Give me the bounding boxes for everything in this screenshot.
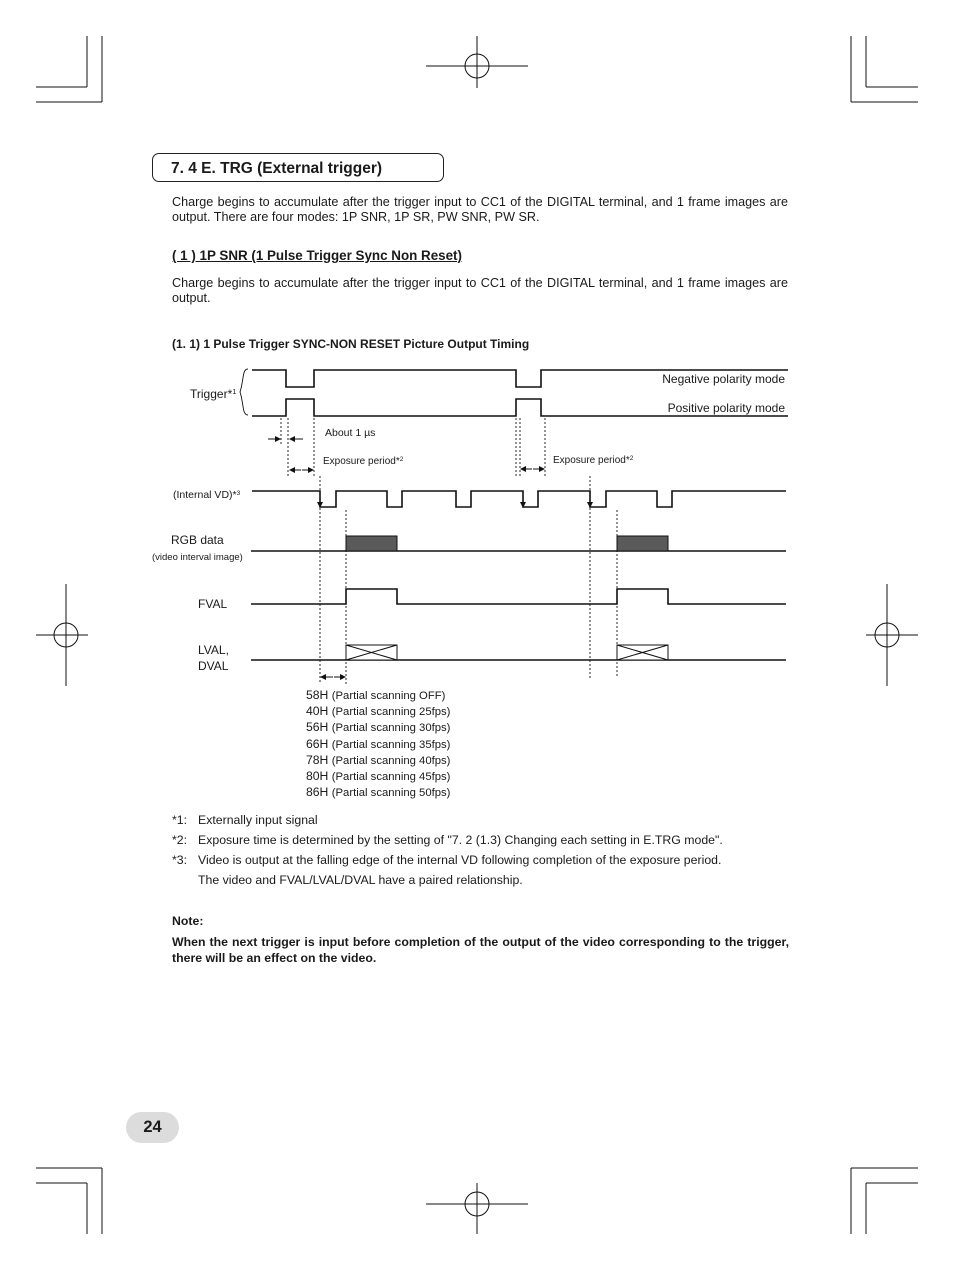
delay-item: 66H (Partial scanning 35fps) <box>306 736 451 751</box>
delay-item: 80H (Partial scanning 45fps) <box>306 769 451 784</box>
figure-title: (1. 1) 1 Pulse Trigger SYNC-NON RESET Picture Output Timing <box>172 337 530 351</box>
delay-item: 86H (Partial scanning 50fps) <box>306 785 451 800</box>
delay-item: 58H (Partial scanning OFF) <box>306 688 446 702</box>
footnote-text-3: Video is output at the falling edge of the internal VD following completion of the exposure period. <box>198 853 722 867</box>
rgb-data-block-1 <box>346 536 397 551</box>
footnote-mark-2: *2: <box>172 833 188 847</box>
exposure-period-label-2: Exposure period*$^2$ <box>553 455 634 466</box>
internal-vd-label: (Internal VD)*$^3$ <box>173 489 241 501</box>
about-1us-label: About 1 µs <box>325 427 376 439</box>
subsection-heading: ( 1 ) 1P SNR (1 Pulse Trigger Sync Non Reset) <box>172 248 462 263</box>
fval-waveform <box>251 589 786 604</box>
section-title: 7. 4 E. TRG (External trigger) <box>171 160 383 177</box>
footnote-text-1: Externally input signal <box>198 813 318 827</box>
footnote-mark-1: *1: <box>172 813 188 827</box>
delay-item: 40H (Partial scanning 25fps) <box>306 704 451 719</box>
positive-polarity-label: Positive polarity mode <box>667 401 785 415</box>
delay-list <box>306 688 450 801</box>
subsection-text: Charge begins to accumulate after the trigger input to CC1 of the DIGITAL terminal, and 1 frame images are output. <box>172 276 788 305</box>
rgb-data-block-2 <box>617 536 668 551</box>
exposure-period-label-1: Exposure period*$^2$ <box>323 456 404 467</box>
lval-label: LVAL, <box>198 643 229 657</box>
rgb-data-label: RGB data <box>171 533 224 547</box>
rgb-data-sublabel: (video interval image) <box>152 552 243 563</box>
section-intro: Charge begins to accumulate after the trigger input to CC1 of the DIGITAL terminal, and 1 frame images are output. There are four modes: 1P SNR, 1P SR, PW SNR, PW SR. <box>172 195 788 224</box>
fval-label: FVAL <box>198 597 228 611</box>
note-text: When the next trigger is input before completion of the output of the video corresponding to the trigger, there will be an effect on the video. <box>172 935 789 965</box>
delay-item: 56H (Partial scanning 30fps) <box>306 720 451 735</box>
dval-label: DVAL <box>198 659 229 673</box>
lval-dval-block-2 <box>617 645 668 660</box>
delay-item: 78H (Partial scanning 40fps) <box>306 752 451 767</box>
footnote-mark-3: *3: <box>172 853 188 867</box>
internal-vd-waveform <box>252 491 786 507</box>
footnote-text-4: The video and FVAL/LVAL/DVAL have a paired relationship. <box>198 873 523 887</box>
trigger-label: Trigger*$^1$ <box>190 387 237 401</box>
note-label: Note: <box>172 914 204 928</box>
page-number: 24 <box>143 1118 162 1136</box>
footnote-text-2: Exposure time is determined by the setting of "7. 2 (1.3) Changing each setting in E.TRG mode". <box>198 833 723 847</box>
lval-dval-block-1 <box>346 645 397 660</box>
trigger-brace <box>240 369 248 415</box>
negative-polarity-label: Negative polarity mode <box>662 372 785 386</box>
